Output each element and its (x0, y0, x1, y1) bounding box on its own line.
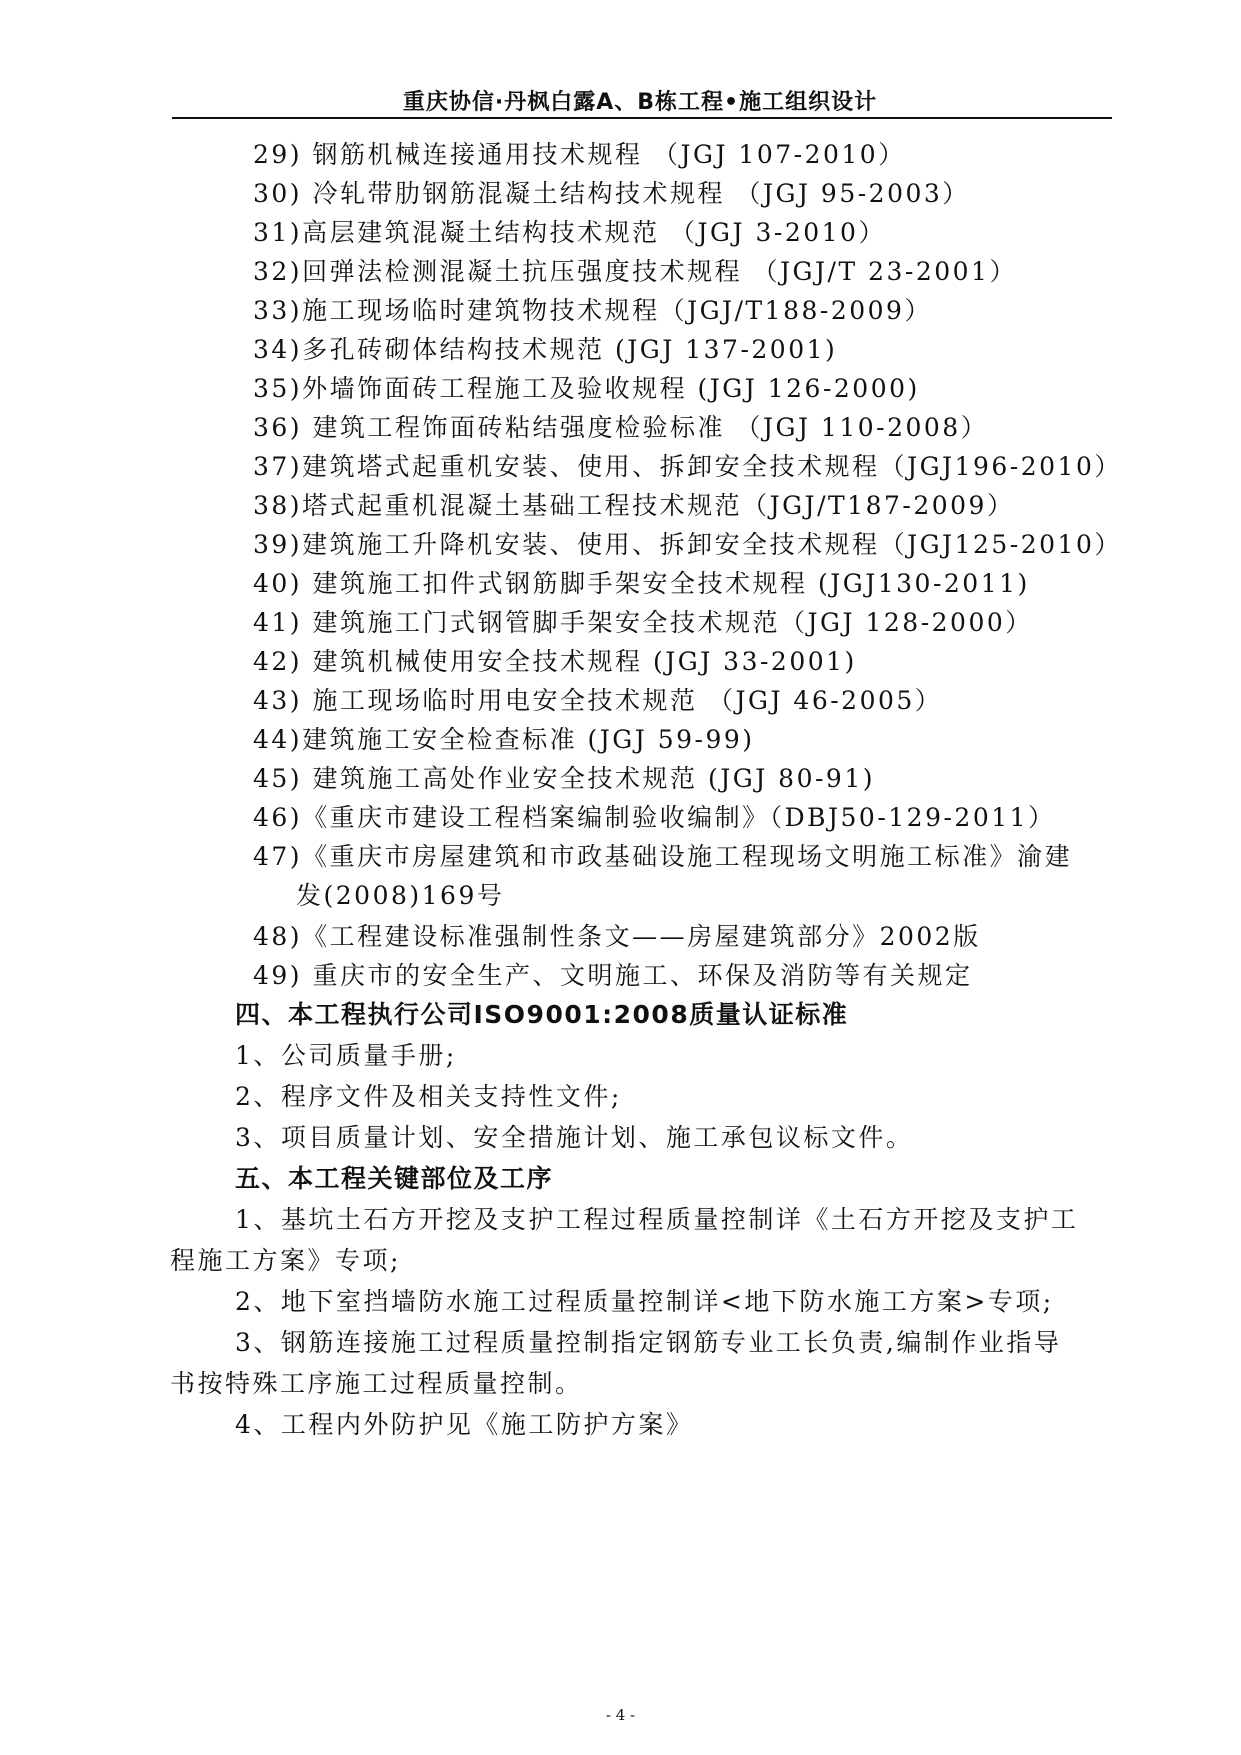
paragraph-line: 2、地下室挡墙防水施工过程质量控制详<地下防水施工方案>专项; (235, 1287, 1054, 1316)
standard-item: 49) 重庆市的安全生产、文明施工、环保及消防等有关规定 (253, 961, 973, 990)
standard-item: 32)回弹法检测混凝土抗压强度技术规程 （JGJ/T 23-2001） (253, 257, 1017, 286)
standard-item: 37)建筑塔式起重机安装、使用、拆卸安全技术规程（JGJ196-2010） (253, 452, 1122, 481)
section-heading-quality-standard: 四、本工程执行公司ISO9001:2008质量认证标准 (235, 1000, 849, 1029)
section-heading-key-processes: 五、本工程关键部位及工序 (235, 1164, 554, 1193)
standard-item: 44)建筑施工安全检查标准 (JGJ 59-99) (253, 725, 755, 754)
section-item: 1、公司质量手册; (235, 1041, 457, 1070)
standard-item: 30) 冷轧带肋钢筋混凝土结构技术规程 （JGJ 95-2003） (253, 179, 970, 208)
standard-item-continuation: 发(2008)169号 (296, 881, 505, 910)
standard-item: 40) 建筑施工扣件式钢筋脚手架安全技术规程 (JGJ130-2011) (253, 569, 1030, 598)
standard-item: 48)《工程建设标准强制性条文——房屋建筑部分》2002版 (253, 922, 981, 951)
standard-item: 41) 建筑施工门式钢管脚手架安全技术规范（JGJ 128-2000） (253, 608, 1033, 637)
standard-item: 35)外墙饰面砖工程施工及验收规程 (JGJ 126-2000) (253, 374, 920, 403)
page-header-title: 重庆协信·丹枫白露A、B栋工程•施工组织设计 (402, 90, 878, 115)
standard-item: 42) 建筑机械使用安全技术规程 (JGJ 33-2001) (253, 647, 857, 676)
section-item: 2、程序文件及相关支持性文件; (235, 1082, 622, 1111)
standard-item: 34)多孔砖砌体结构技术规范 (JGJ 137-2001) (253, 335, 838, 364)
standard-item: 43) 施工现场临时用电安全技术规范 （JGJ 46-2005） (253, 686, 943, 715)
standard-item: 47)《重庆市房屋建筑和市政基础设施工程现场文明施工标准》渝建 (253, 842, 1073, 871)
standard-item: 31)高层建筑混凝土结构技术规范 （JGJ 3-2010） (253, 218, 886, 247)
paragraph-line: 程施工方案》专项; (170, 1246, 401, 1275)
paragraph-line: 4、工程内外防护见《施工防护方案》 (235, 1410, 694, 1439)
standard-item: 29) 钢筋机械连接通用技术规程 （JGJ 107-2010） (253, 140, 906, 169)
paragraph-line: 3、钢筋连接施工过程质量控制指定钢筋专业工长负责,编制作业指导 (235, 1328, 1062, 1357)
header-divider (172, 117, 1112, 119)
section-item: 3、项目质量计划、安全措施计划、施工承包议标文件。 (235, 1123, 914, 1152)
standard-item: 38)塔式起重机混凝土基础工程技术规范（JGJ/T187-2009） (253, 491, 1015, 520)
standard-item: 33)施工现场临时建筑物技术规程（JGJ/T188-2009） (253, 296, 932, 325)
paragraph-line: 1、基坑土石方开挖及支护工程过程质量控制详《土石方开挖及支护工 (235, 1205, 1079, 1234)
page-number: - 4 - (605, 1706, 636, 1724)
standard-item: 45) 建筑施工高处作业安全技术规范 (JGJ 80-91) (253, 764, 875, 793)
paragraph-line: 书按特殊工序施工过程质量控制。 (170, 1369, 583, 1398)
standard-item: 46)《重庆市建设工程档案编制验收编制》（DBJ50-129-2011） (253, 803, 1056, 832)
standard-item: 36) 建筑工程饰面砖粘结强度检验标准 （JGJ 110-2008） (253, 413, 989, 442)
standard-item: 39)建筑施工升降机安装、使用、拆卸安全技术规程（JGJ125-2010） (253, 530, 1122, 559)
